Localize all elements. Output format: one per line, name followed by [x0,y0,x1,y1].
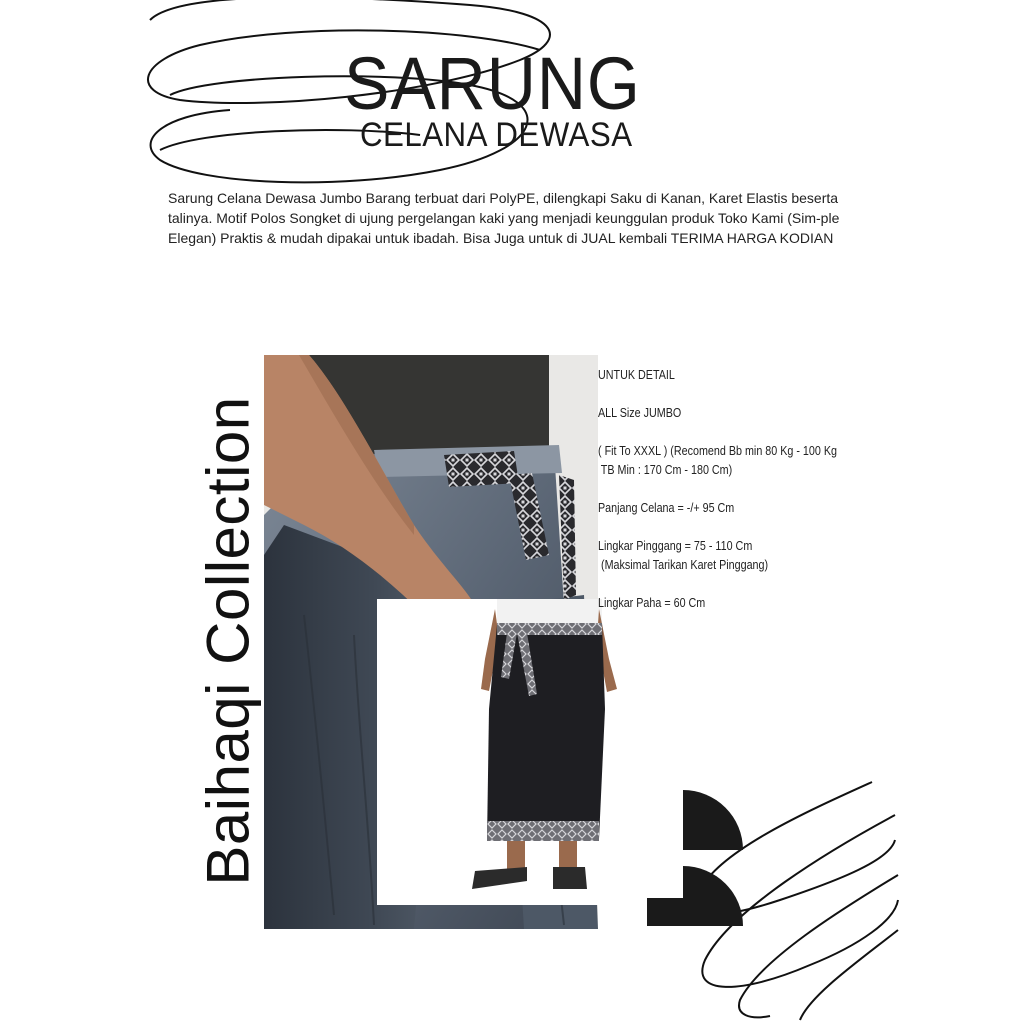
details-thigh: Lingkar Paha = 60 Cm [598,596,706,610]
decorative-half-circle-top [683,790,743,850]
page-subtitle: CELANA DEWASA [360,116,633,154]
details-size: ALL Size JUMBO [598,406,682,420]
details-fit-line2: TB Min : 170 Cm - 180 Cm) [598,463,733,477]
details-fit-line1: ( Fit To XXXL ) (Recomend Bb min 80 Kg - 100 Kg [598,444,837,458]
details-length: Panjang Celana = -/+ 95 Cm [598,501,735,515]
details-waist-note: (Maksimal Tarikan Karet Pinggang) [598,558,769,572]
details-waist: Lingkar Pinggang = 75 - 110 Cm [598,539,753,553]
details-heading: UNTUK DETAIL [598,368,675,382]
brand-name: Baihaqi Collection [195,396,263,886]
decorative-half-circle-bottom [647,866,743,926]
brand-vertical-text [196,355,262,927]
page-title: SARUNG [344,42,641,125]
product-details [598,366,837,613]
product-description: Sarung Celana Dewasa Jumbo Barang terbuat dari PolyPE, dilengkapi Saku di Kanan, Karet Elastis beserta talinya. Motif Polos Songket di ujung pergelangan kaki yang menjadi keunggulan produk Toko Kami (Sim-ple Elegan) Praktis & mudah dipakai untuk ibadah. Bisa Juga untuk di JUAL kembali TERIMA HARGA KODIAN [168,190,840,246]
product-photo-full [377,599,683,905]
